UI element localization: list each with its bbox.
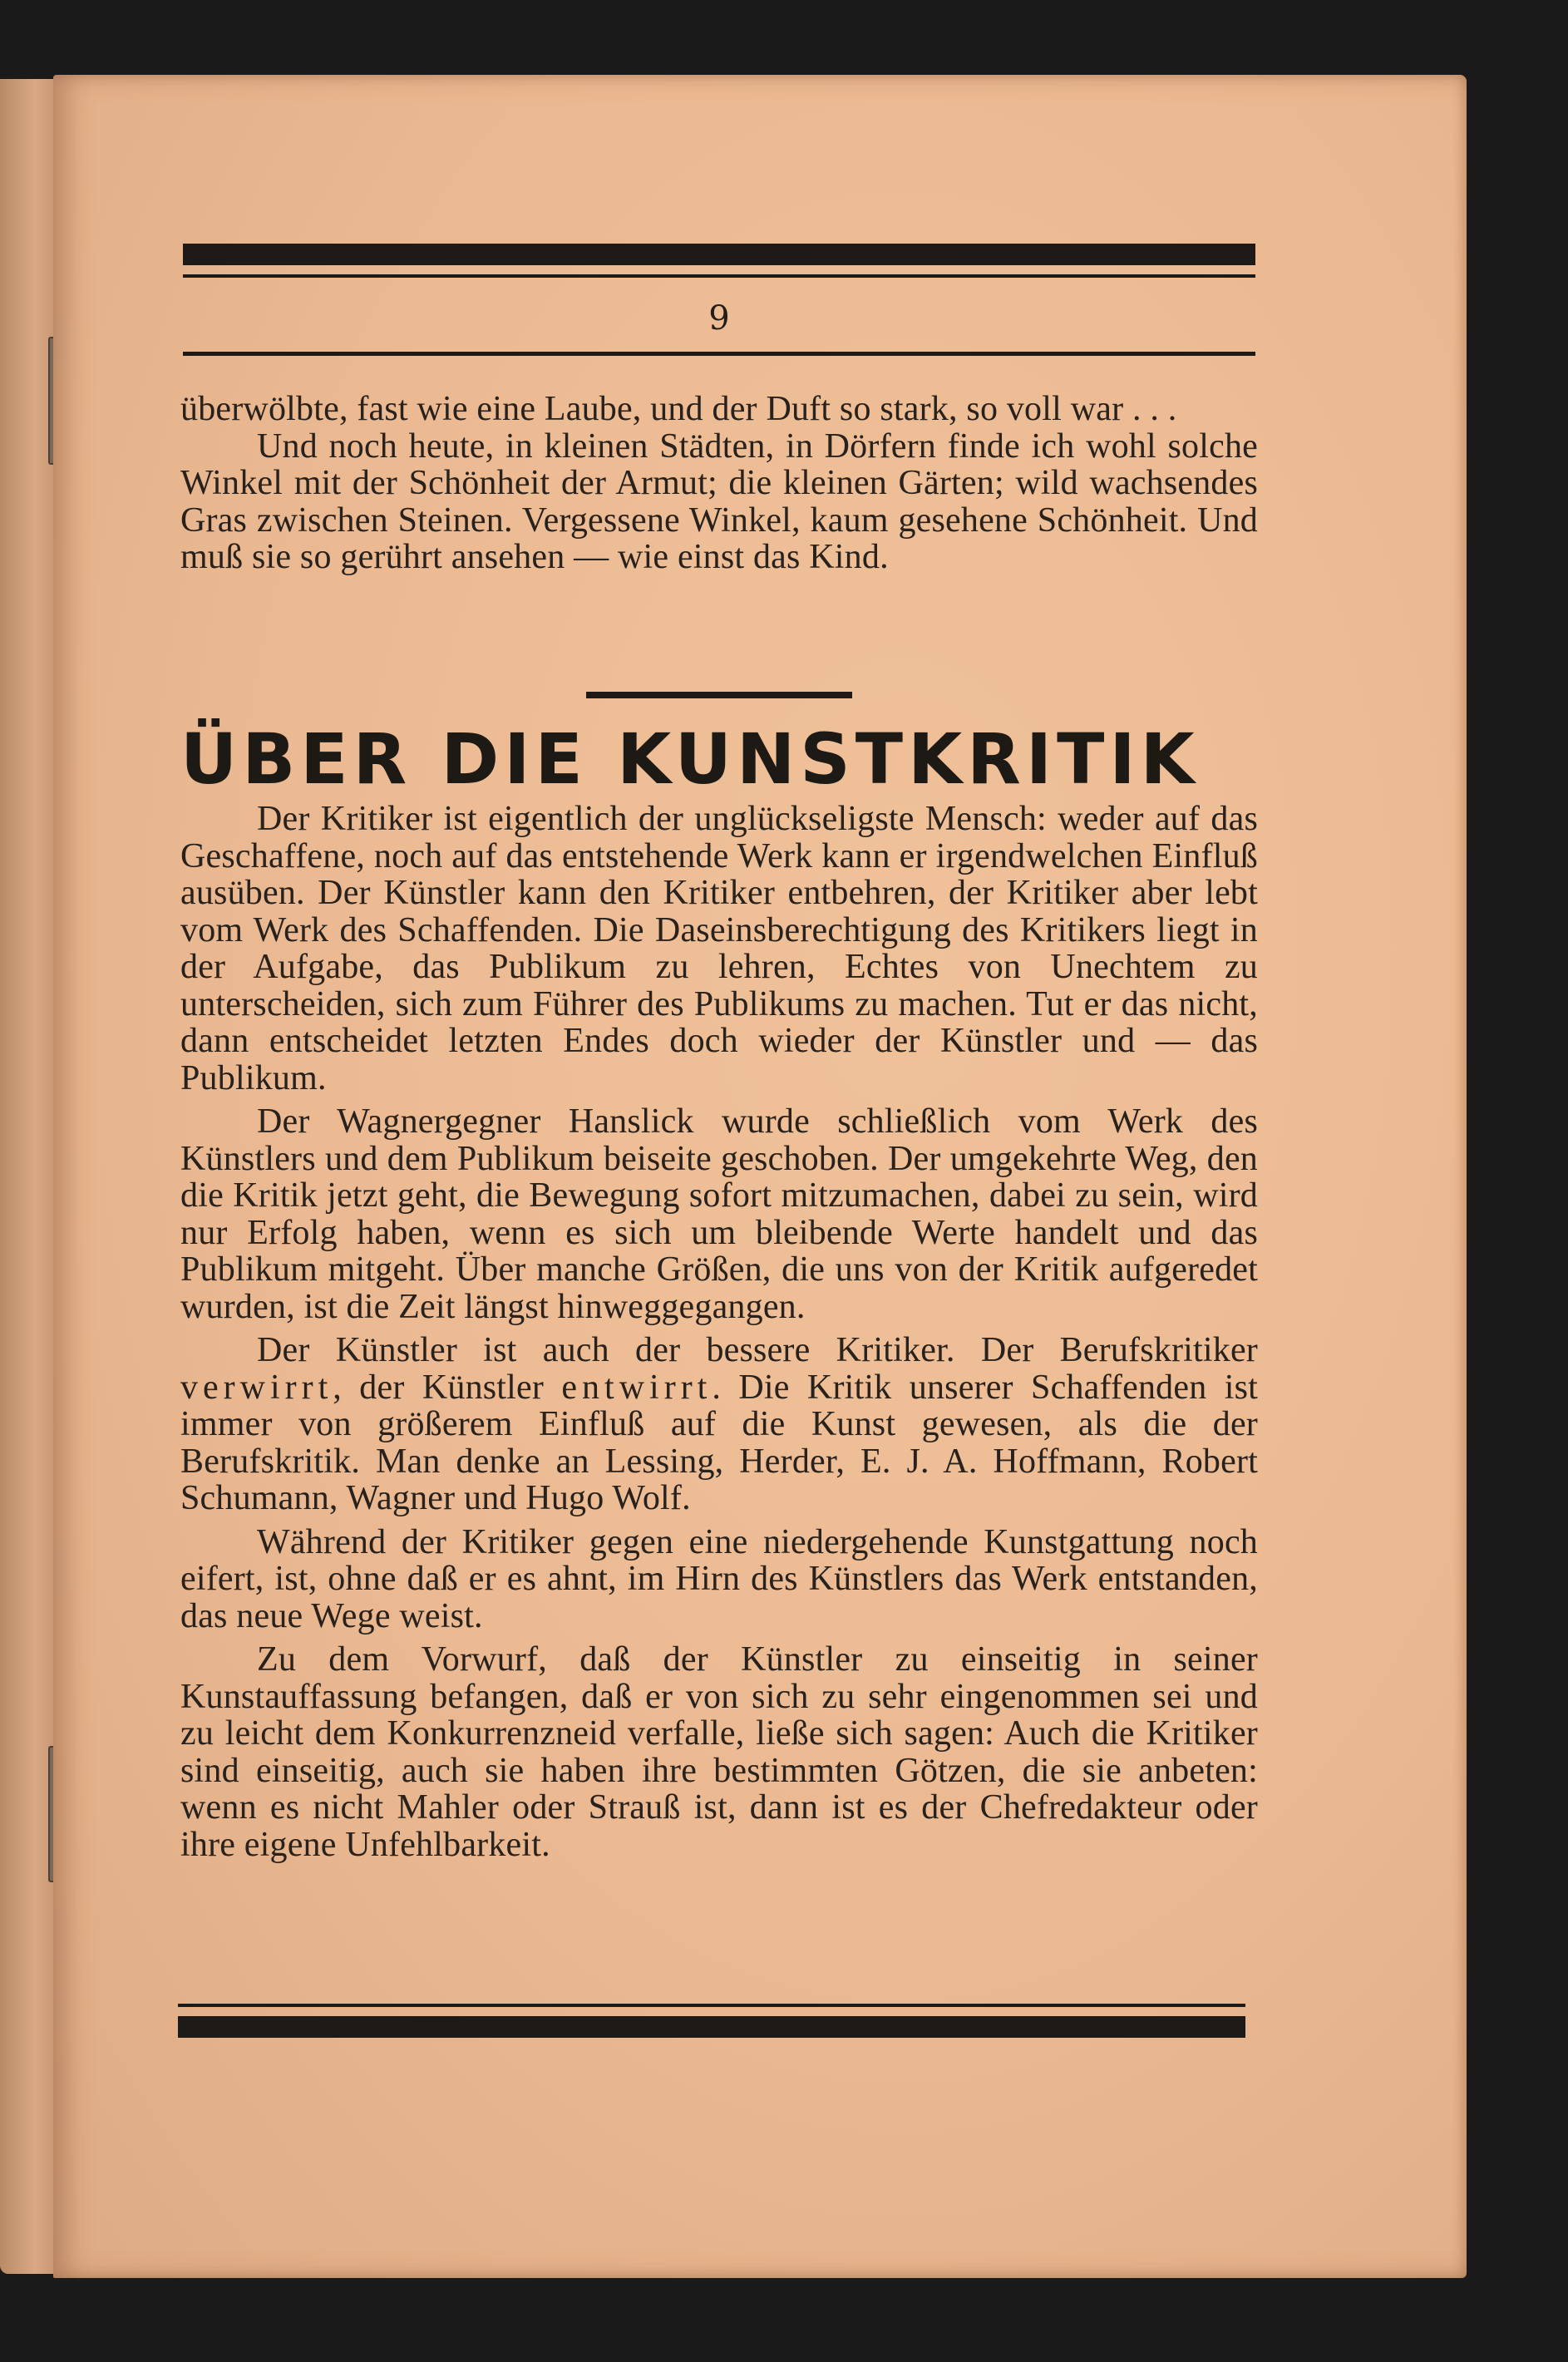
header-thin-rule xyxy=(183,274,1255,278)
article-paragraph-5: Zu dem Vorwurf, daß der Künstler zu einseitig in seiner Kunstauffassung befangen, daß er von sich zu sehr eingenommen sei und zu leicht dem Konkurrenzneid verfalle, ließe sich sagen: Auch die Kritiker sind einseitig, auch sie haben ihre bestimmten Götzen, die sie anbeten: wenn es nicht Mahler oder Strauß ist, dann ist es der Chefredakteur oder ihre eigene Unfehlbarkeit. xyxy=(180,1640,1258,1864)
emphasis-entwirrt: entwirrt xyxy=(561,1368,713,1407)
article-paragraph-1: Der Kritiker ist eigentlich der unglückseligste Mensch: weder auf das Geschaffene, noch auf das entstehende Werk kann er irgendwelchen Einfluß ausüben. Der Künstler kann den Kritiker entbehren, der Kritiker aber lebt vom Werk des Schaffenden. Die Daseinsberechtigung des Kritikers liegt in der Aufgabe, das Publikum zu lehren, Echtes von Unechtem zu unterscheiden, sich zum Führer des Publikums zu machen. Tut er das nicht, dann entscheidet letzten Endes doch wieder der Künstler und — das Publikum. xyxy=(180,800,1258,1097)
intro-paragraph-continued: überwölbte, fast wie eine Laube, und der Duft so stark, so voll war . . . xyxy=(180,390,1177,428)
footer-thick-rule xyxy=(178,2016,1245,2038)
paragraph-3-part-1: Der Künstler ist auch der bessere Kritiker. Der Berufskritiker xyxy=(257,1331,1258,1369)
article-paragraph-4: Während der Kritiker gegen eine niedergehende Kunstgattung noch eifert, ist, ohne daß er es ahnt, im Hirn des Künstlers das Werk entstanden, das neue Wege weist. xyxy=(180,1522,1258,1635)
paragraph-3-part-2: , der Künstler xyxy=(333,1368,545,1407)
page-number: 9 xyxy=(708,299,730,338)
article-title: ÜBER DIE KUNSTKRITIK xyxy=(180,718,1200,800)
article-body xyxy=(180,801,1258,1870)
paragraph-3-part-3: . Die Kritik unserer Schaffenden ist immer von größerem Einfluß auf die Kunst gewesen, als die der Berufskritik. Man denke an Lessing, Herder, E. J. A. Hoffmann, Robert Schumann, Wagner und Hugo Wolf. xyxy=(180,1368,1258,1517)
header-thick-rule xyxy=(183,244,1255,265)
article-paragraph-3 xyxy=(180,1332,1258,1517)
intro-paragraph: Und noch heute, in kleinen Städten, in Dörfern finde ich wohl solche Winkel mit der Schönheit der Armut; die kleinen Gärten; wild wachsendes Gras zwischen Steinen. Vergessene Winkel, kaum gesehene Schönheit. Und muß sie so gerührt ansehen — wie einst das Kind. xyxy=(180,427,1258,576)
emphasis-verwirrt: verwirrt xyxy=(180,1368,333,1407)
page-number-underline xyxy=(183,352,1255,356)
intro-text-block xyxy=(180,391,1258,576)
article-paragraph-2: Der Wagnergegner Hanslick wurde schließlich vom Werk des Künstlers und dem Publikum beiseite geschoben. Der umgekehrte Weg, den die Kritik jetzt geht, die Bewegung sofort mitzumachen, dabei zu sein, wird nur Erfolg haben, wenn es sich um bleibende Werte handelt und das Publikum mitgeht. Über manche Größen, die uns von der Kritik aufgeredet wurden, ist die Zeit längst hinweggegangen. xyxy=(180,1102,1258,1326)
section-divider xyxy=(586,692,852,698)
footer-thin-rule xyxy=(178,2004,1245,2007)
